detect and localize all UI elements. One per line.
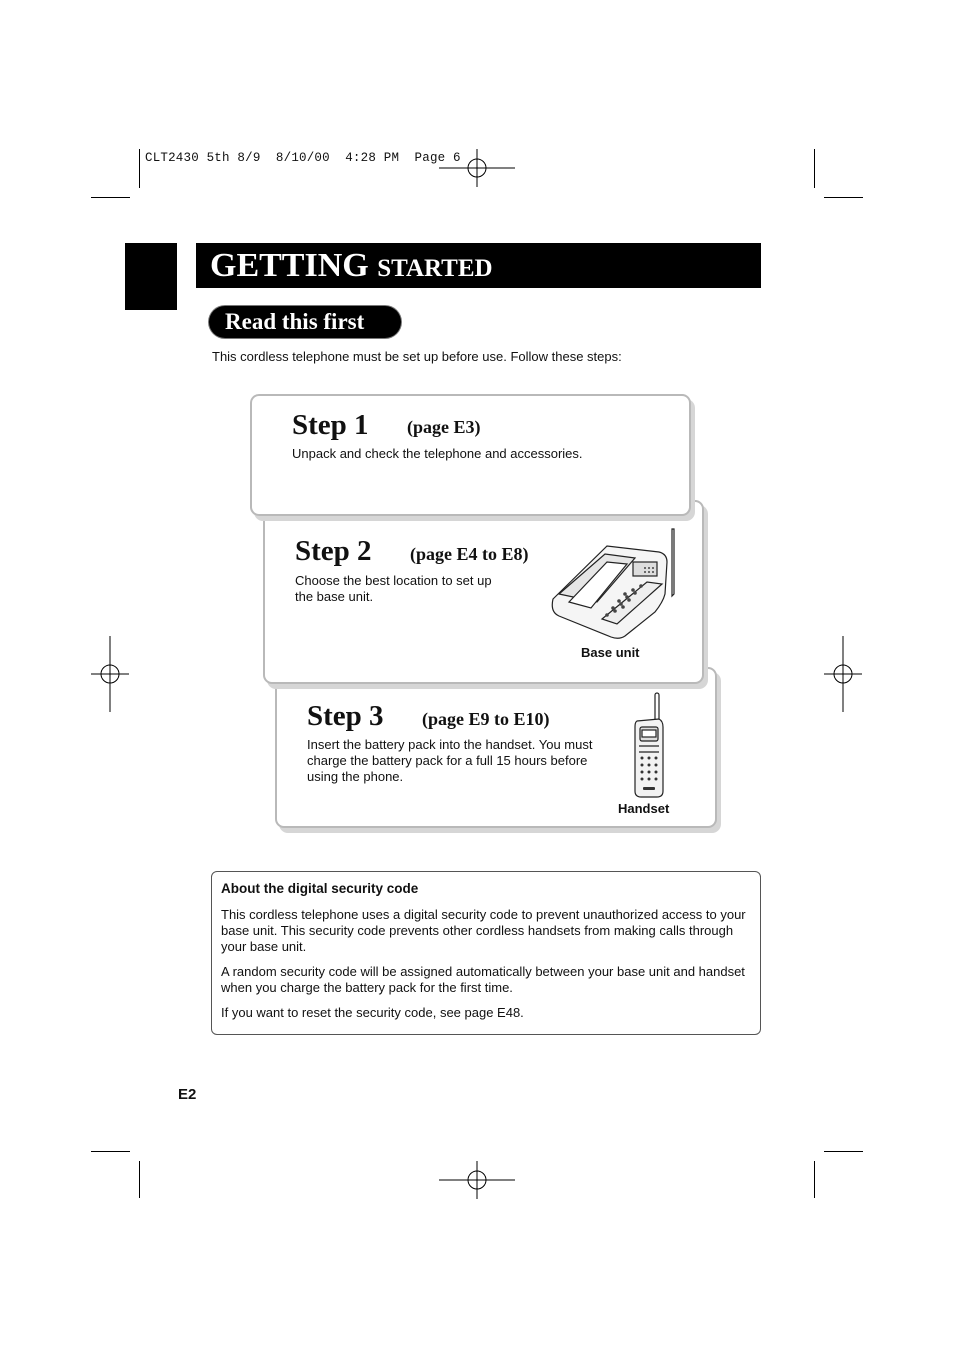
handset-icon (629, 691, 669, 801)
intro-text: This cordless telephone must be set up before use. Follow these steps: (212, 349, 622, 364)
title-tab (125, 243, 177, 310)
step-2-text: Choose the best location to set up the base unit. (295, 573, 492, 604)
step-1-card (250, 394, 691, 516)
step-1-title: Step 1 (292, 409, 369, 441)
step-3-text: Insert the battery pack into the handset. You must charge the battery pack for a full 15 hours before using the phone. (307, 737, 593, 784)
info-paragraph-3: If you want to reset the security code, see page E48. (221, 1005, 524, 1020)
page-title-small: STARTED (377, 255, 493, 282)
info-paragraph-1: This cordless telephone uses a digital security code to prevent unauthorized access to your base unit. This security code prevents other cordless handsets from making calls through your base unit. (221, 907, 746, 954)
step-1-text: Unpack and check the telephone and accessories. (292, 446, 583, 461)
step-2-card (263, 500, 704, 684)
base-unit-icon (547, 524, 682, 644)
step-2-title: Step 2 (295, 535, 372, 567)
handset-caption: Handset (618, 801, 670, 816)
step-2-ref: (page E4 to E8) (410, 544, 529, 564)
base-unit-caption: Base unit (581, 645, 640, 660)
step-1-ref: (page E3) (407, 417, 481, 437)
info-heading: About the digital security code (221, 881, 419, 896)
section-pill (209, 306, 401, 338)
section-pill-label: Read this first (225, 309, 365, 334)
page-number: E2 (178, 1086, 197, 1103)
security-code-info-box (211, 871, 761, 1035)
page-title-big: GETTING (210, 247, 369, 284)
info-paragraph-2: A random security code will be assigned automatically between your base unit and handset when you charge the battery pack for the first time. (221, 964, 745, 995)
step-3-ref: (page E9 to E10) (422, 709, 550, 729)
step-3-card (275, 667, 717, 828)
print-slug: CLT2430 5th 8/9 8/10/00 4:28 PM Page 6 (145, 151, 461, 165)
page-title (210, 246, 493, 289)
step-3-title: Step 3 (307, 700, 384, 732)
